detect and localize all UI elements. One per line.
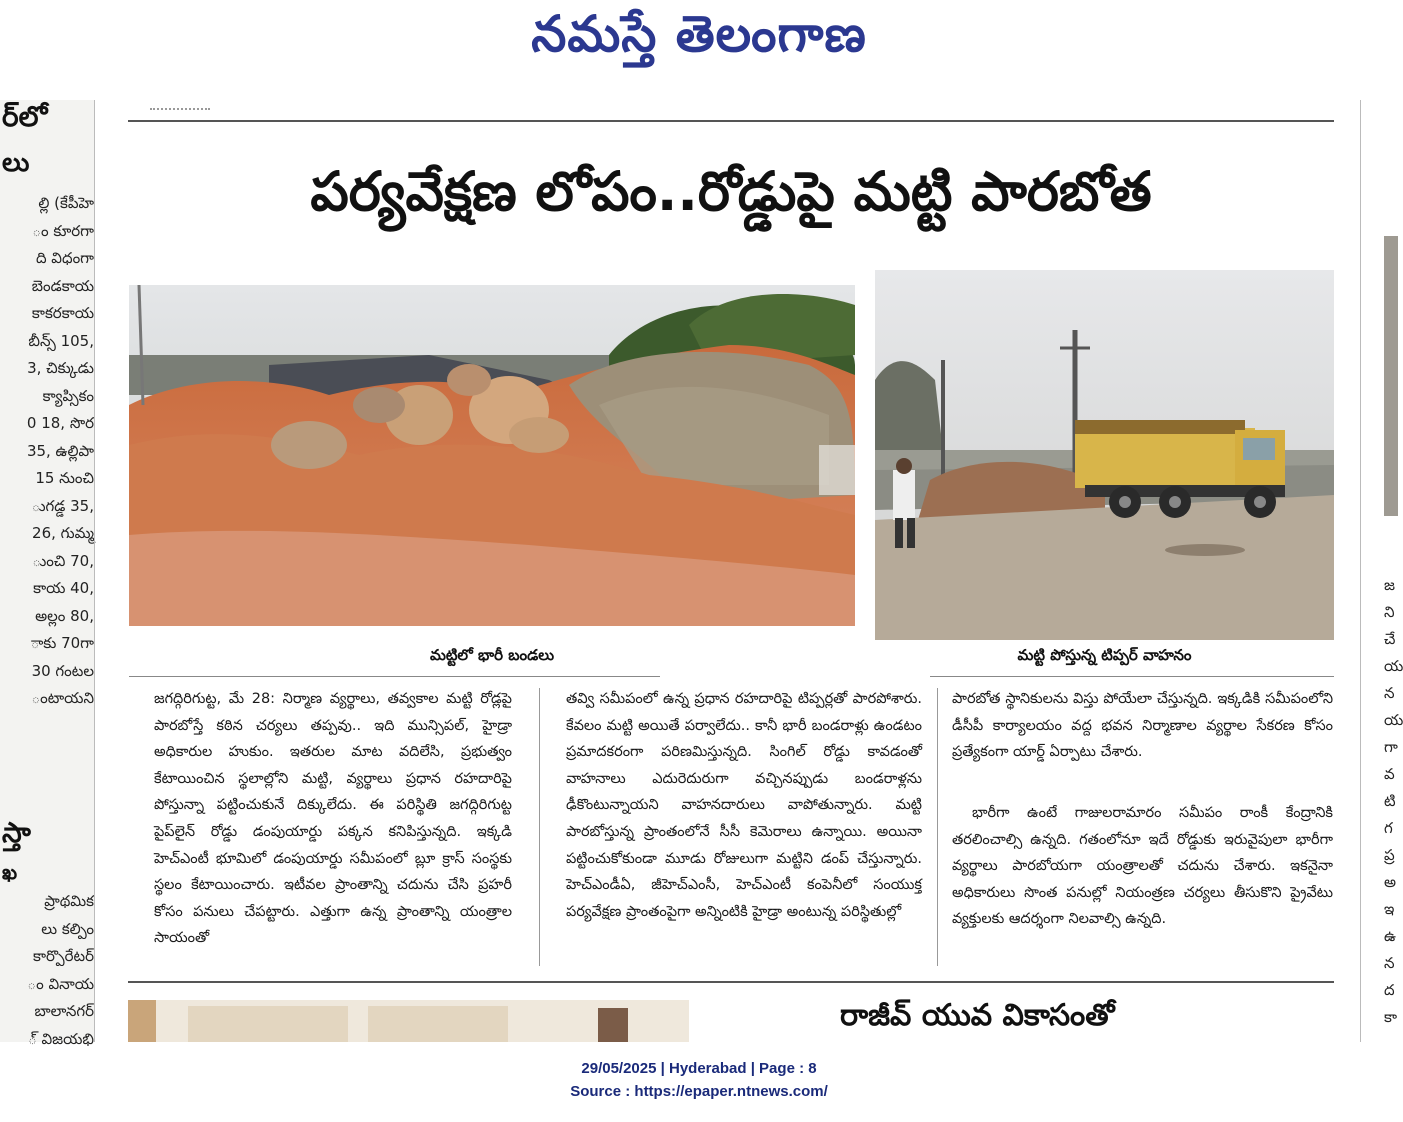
- article-headline: పర్యవేక్షణ లోపం..రోడ్డుపై మట్టి పారబోత: [310, 160, 1152, 223]
- article-body-col-3a: పారబోత స్థానికులను విస్తు పోయేలా చేస్తున్నది. ఇక్కడికి సమీపంలోని డీసీపీ కార్యాలయం వద్ద భవన నిర్మాణాల వ్యర్థాల సేకరణ కోసం ప్రత్యేకంగా యార్డ్‌ ఏర్పాటు చేశారు.: [952, 691, 1333, 761]
- soil-boulders-image: [129, 285, 855, 626]
- bottom-rule: [128, 981, 1334, 983]
- right-strip-line: ఉ: [1384, 927, 1396, 945]
- column-divider: [94, 100, 95, 1042]
- left-strip-line: ల్లి (కేపీహె: [38, 194, 94, 212]
- left-strip-line: ం కూరగా: [32, 221, 94, 240]
- left-strip-line: 0 18, సొర: [26, 414, 94, 432]
- caption-rule-1: [129, 676, 660, 677]
- masthead-title: నమస్తే తెలంగాణ: [531, 4, 867, 63]
- left-strip-line: బాలానగర్‌: [34, 1002, 94, 1020]
- left-strip-line: 35, ఉల్లిపా: [26, 441, 94, 460]
- right-strip-line: న: [1384, 954, 1395, 972]
- left-strip-line: బెండకాయ: [31, 276, 94, 295]
- right-strip-line: ప్ర: [1384, 846, 1395, 864]
- footer-source-line: Source : https://epaper.ntnews.com/: [570, 1083, 828, 1100]
- left-strip-line: కార్పొరేటర్‌: [32, 947, 94, 965]
- left-strip-line: ప్రాథమిక: [44, 892, 94, 910]
- banner-image: [128, 1000, 689, 1042]
- left-strip-line: ది విధంగా: [35, 249, 94, 267]
- left-strip-line: ుంచి 70,: [32, 551, 94, 570]
- right-strip-line: న: [1384, 684, 1395, 702]
- article-body-col-3b: భారీగా ఉంటే గాజులరామారం సమీపం రాంకీ కేంద్రానికి తరలించాల్సి ఉన్నది. గతంలోనూ ఇదే రోడ్డుకు ఇరువైపులా భారీగా వ్యర్థాలు పారబోయగా యంత్రాలతో చదును చేశారు. ఇకనైనా అధికారులు సొంత పనుల్లో నియంత్రణ చర్యలు తీసుకొని ప్రైవేటు వ్యక్తులకు ఆదర్శంగా నిలవాల్సి ఉన్నది.: [952, 805, 1333, 928]
- left-strip-line: ుగడ్డ 35,: [31, 496, 94, 515]
- left-strip-line: బీన్స్‌ 105,: [28, 331, 94, 350]
- left-strip-line: లు కల్పిం: [41, 919, 94, 938]
- article-body-col-1: జగద్గిరిగుట్ట, మే 28: నిర్మాణ వ్యర్థాలు, తవ్వకాల మట్టి రోడ్లపై పారబోస్తే కఠిన చర్యలు తప్పవు.. ఇది మున్సిపల్‌, హైడ్రా అధికారుల హుకుం. ఇతరుల మాట వదిలేసి, ప్రభుత్వం కేటాయించిన స్థలాల్లోని మట్టి, వ్యర్థాలు ప్రధాన రహదారిపై పోస్తున్నా పట్టించుకునే దిక్కులేదు. ఈ పరిస్థితి జగద్గిరిగుట్ట పైప్‌లైన్‌ రోడ్డు డంపుయార్డు పక్కన కనిపిస్తున్నది. ఇక్కడి హెచ్‌ఎంటీ భూమిలో డంపుయార్డు సమీపంలో బ్లూ క్రాస్‌ సంస్థకు స్థలం కేటాయించారు. ఇటీవల ప్రాంతాన్ని చదును చేసి ప్రహరీ కోసం పనులు చేపట్టారు. ఎత్తుగా ఉన్న ప్రాంతాన్ని యంత్రాల సాయంతో: [154, 691, 512, 947]
- column-separator-1: [539, 688, 540, 966]
- left-heading-2: లు: [2, 148, 30, 178]
- photo-soil-boulders: [129, 285, 855, 626]
- left-strip-line: 15 నుంచి: [35, 469, 94, 487]
- caption-left: మట్టిలో భారీ బండలు: [429, 646, 555, 664]
- right-strip-line: టి: [1384, 792, 1396, 810]
- left-strip-line: క్యాప్సికం: [42, 386, 94, 405]
- left-strip-line: కాయ 40,: [33, 579, 94, 597]
- next-article-headline: రాజీవ్‌ యువ వికాసంతో: [840, 998, 1115, 1033]
- right-strip-line: అ: [1384, 873, 1397, 891]
- left-strip-line: 26, గుమ్మ: [32, 524, 94, 542]
- adjacent-article-left: [0, 100, 94, 1048]
- right-strip-line: ఇ: [1384, 900, 1395, 918]
- column-separator-2: [937, 688, 938, 966]
- left-strip-line: ్‌ విజయభి: [28, 1029, 94, 1048]
- left-strip-line: ాకు 70గా: [30, 634, 94, 652]
- footer-date-line: 29/05/2025 | Hyderabad | Page : 8: [581, 1060, 817, 1077]
- article-body-col-2: తవ్వి సమీపంలో ఉన్న ప్రధాన రహదారిపై టిప్పర్లతో పారపోశారు. కేవలం మట్టి అయితే పర్వాలేదు.. కానీ భారీ బండరాళ్లు ఉండటం ప్రమాదకరంగా పరిణమిస్తున్నది. సింగిల్‌ రోడ్డు కావడంతో వాహనాలు ఎదురెదురుగా వచ్చినప్పుడు బండరాళ్లను ఢీకొంటున్నాయని వాహనదారులు వాపోతున్నారు. మట్టి పారబోస్తున్న ప్రాంతంలోనే సీసీ కెమెరాలు ఉన్నాయి. అయినా పట్టించుకోకుండా మూడు రోజులుగా మట్టిని డంప్‌ చేస్తున్నారు. హెచ్‌ఎండీఏ, జీహెచ్‌ఎంసీ, హెచ్‌ఎంటీ కంపెనీలో సంయుక్త పర్యవేక్షణ ప్రాంతంపైగా అన్నింటికి హైడ్రా అంటున్న పరిస్థితుల్లో: [566, 691, 922, 920]
- tipper-vehicle-image: [875, 270, 1334, 640]
- right-strip-line: కా: [1384, 1008, 1398, 1026]
- right-strip-line: గా: [1384, 738, 1398, 756]
- left-heading-4: ఖ: [2, 860, 18, 884]
- caption-right: మట్టి పోస్తున్న టిప్పర్‌ వాహనం: [1017, 646, 1192, 664]
- right-strip-line: వ: [1384, 765, 1395, 783]
- left-strip-line: ం వినాయ: [27, 974, 94, 993]
- right-strip-line: జ: [1384, 576, 1395, 594]
- right-divider: [1360, 100, 1361, 1042]
- clip-edge-mark: [150, 100, 210, 110]
- next-article-photo: [128, 1000, 689, 1042]
- photo-tipper-vehicle: [875, 270, 1334, 640]
- masthead: [0, 0, 1398, 96]
- left-heading-1: ర్‌లో: [2, 100, 48, 133]
- right-strip-line: య: [1384, 711, 1403, 729]
- caption-rule-2: [930, 676, 1334, 677]
- left-strip-line: కాకరకాయ: [31, 304, 94, 322]
- right-strip-line: గ: [1384, 819, 1393, 837]
- left-heading-3: స్తా: [2, 816, 31, 849]
- left-strip-line: అల్లం 80,: [35, 606, 94, 625]
- top-rule: [128, 120, 1334, 122]
- adjacent-article-right: [1384, 100, 1403, 1042]
- right-strip-line: ని: [1384, 603, 1395, 621]
- right-strip-line: చే: [1384, 630, 1396, 648]
- right-strip-line: ద: [1384, 981, 1395, 999]
- right-strip-line: య: [1384, 657, 1403, 675]
- left-strip-line: 30 గంటల: [31, 661, 94, 680]
- left-strip-line: 3, చిక్కుడు: [27, 359, 94, 377]
- left-strip-line: ంటాయని: [31, 689, 94, 707]
